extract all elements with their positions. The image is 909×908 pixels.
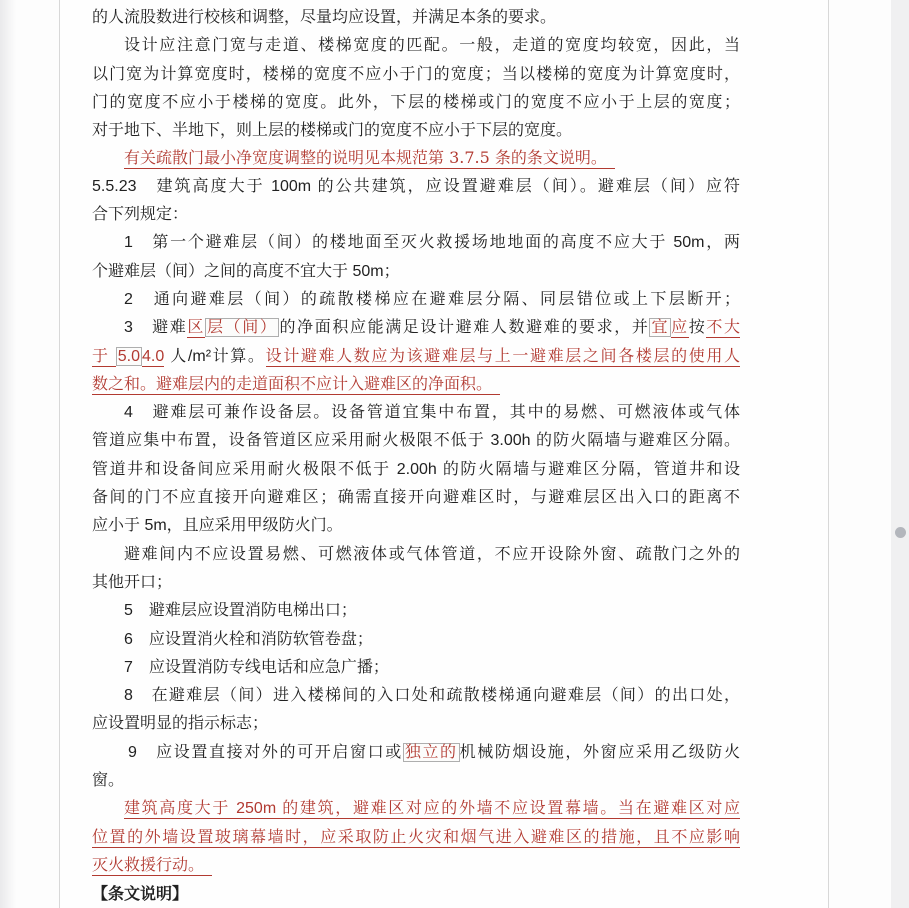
text-run: 7 应设置消防专线电话和应急广播； bbox=[124, 658, 389, 676]
text-run: 其他开口； bbox=[92, 573, 173, 591]
text-run: 的人流股数进行校核和调整，尽量均应设置，并满足本条的要求。 bbox=[92, 7, 557, 26]
commentary-header bbox=[92, 880, 740, 908]
text-run: 管道应集中布置，设备管道区应采用耐火极限不低于 3.00h 的防火隔墙与避难区分隔。 bbox=[92, 432, 740, 450]
text-run: 5.5.23 建筑高度大于 100m 的公共建筑，应设置避难层（间）。避难层（间）应符 bbox=[92, 177, 740, 195]
text-run: 2 通向避难层（间）的疏散楼梯应在避难层分隔、同层错位或上下层断开； bbox=[124, 290, 740, 308]
text-run: 避难间内不应设置易燃、可燃液体或气体管道，不应开设除外窗、疏散门之外的 bbox=[124, 545, 740, 563]
inserted-text: 位置的外墙设置玻璃幕墙时，应采取防止火灾和烟气进入避难区的措施，且不应影响 bbox=[92, 828, 740, 846]
text-run: 5 避难层应设置消防电梯出口； bbox=[124, 602, 357, 620]
text-run: 机械防烟设施，外窗应采用乙级防火 bbox=[459, 743, 740, 761]
inserted-text: 不大 bbox=[706, 319, 740, 337]
text-run: 窗。 bbox=[92, 772, 125, 790]
item-9-line2 bbox=[92, 767, 740, 795]
item-4-line5 bbox=[92, 512, 740, 540]
inserted-text: 建筑高度大于 250m 的建筑，避难区对应的外墙不应设置幕墙。当在避难区对应 bbox=[124, 800, 740, 818]
document-content bbox=[92, 0, 740, 908]
inserted-text: 于 bbox=[92, 347, 116, 365]
text-run: 6 应设置消火栓和消防软管卷盘； bbox=[124, 630, 373, 648]
deleted-text: 层（间） bbox=[207, 319, 278, 337]
explain-para2-line4 bbox=[92, 116, 740, 144]
explain-para2-line1 bbox=[92, 31, 740, 59]
item-5 bbox=[92, 597, 740, 625]
text-run: 8 在避难层（间）进入楼梯间的入口处和疏散楼梯通向避难层（间）的出口处， bbox=[124, 687, 740, 705]
text-run: 的净面积应能满足设计避难人数避难的要求，并 bbox=[279, 319, 650, 337]
text-run: 合下列规定： bbox=[92, 206, 189, 224]
deleted-text: 5.0 bbox=[117, 347, 140, 365]
item-4-line4 bbox=[92, 484, 740, 512]
text-run: 门的宽度不应小于楼梯的宽度。此外，下层的楼梯或门的宽度不应小于上层的宽度； bbox=[92, 91, 740, 111]
text-run: 应小于 5m，且应采用甲级防火门。 bbox=[92, 517, 343, 535]
item-4-line3 bbox=[92, 456, 740, 484]
item-4-line1 bbox=[92, 399, 740, 427]
deleted-text: 独立的 bbox=[404, 743, 458, 761]
text-run: 备间的门不应直接开向避难区；确需直接开向避难区时，与避难层区出入口的距离不 bbox=[92, 489, 740, 507]
scrollbar-track[interactable] bbox=[891, 0, 909, 908]
clause-5-5-23-line2 bbox=[92, 201, 740, 229]
item-2-line1 bbox=[92, 286, 740, 314]
explain-para1-line1 bbox=[92, 3, 740, 31]
text-run: 以门宽为计算宽度时，楼梯的宽度不应小于门的宽度；当以楼梯的宽度为计算宽度时， bbox=[92, 63, 740, 83]
inserted-text bbox=[196, 857, 212, 876]
explain-para2-line2 bbox=[92, 60, 740, 88]
added-para-line1 bbox=[92, 795, 740, 823]
item-6 bbox=[92, 626, 740, 654]
inserted-text bbox=[484, 376, 500, 395]
item-4-line2 bbox=[92, 427, 740, 455]
text-run: 1 第一个避难层（间）的楼地面至灭火救援场地地面的高度不应大于 50m，两 bbox=[124, 234, 740, 252]
scroll-indicator-dot[interactable] bbox=[895, 527, 906, 538]
item-3-line1 bbox=[92, 314, 740, 342]
inserted-text: 应 bbox=[671, 319, 689, 337]
added-para-line2 bbox=[92, 824, 740, 852]
inserted-text: 灭火救援行动。 bbox=[92, 856, 197, 874]
text-run: 个避难层（间）之间的高度不宜大于 50m； bbox=[92, 262, 400, 280]
inserted-text: 设计避难人数应为该避难层与上一避难层之间各楼层的使用人 bbox=[265, 347, 740, 365]
text-run: 9 应设置直接对外的可开启窗口或 bbox=[128, 743, 403, 761]
text-run: 【条文说明】 bbox=[92, 884, 189, 904]
item-4-para2-line1 bbox=[92, 541, 740, 569]
text-run: 3 避难 bbox=[124, 319, 188, 337]
item-7 bbox=[92, 654, 740, 682]
inserted-text: 区 bbox=[187, 319, 205, 337]
text-run: 4 避难层可兼作设备层。设备管道宜集中布置，其中的易燃、可燃液体或气体 bbox=[124, 404, 740, 422]
item-8-line1 bbox=[92, 682, 740, 710]
item-9-line1 bbox=[92, 739, 740, 767]
explain-note-red bbox=[92, 144, 740, 172]
left-edge-shadow bbox=[0, 0, 16, 908]
added-para-line3 bbox=[92, 852, 740, 880]
deleted-text: 宜 bbox=[651, 319, 670, 337]
item-3-line3 bbox=[92, 371, 740, 399]
inserted-text: 4.0 bbox=[141, 347, 165, 365]
item-1-line1 bbox=[92, 229, 740, 257]
item-8-line2 bbox=[92, 710, 740, 738]
text-run: 管道井和设备间应采用耐火极限不低于 2.00h 的防火隔墙与避难区分隔，管道井和设 bbox=[92, 460, 740, 478]
item-3-line2 bbox=[92, 343, 740, 371]
item-1-line2 bbox=[92, 258, 740, 286]
text-run: 设计应注意门宽与走道、楼梯宽度的匹配。一般，走道的宽度均较宽，因此，当 bbox=[124, 35, 740, 55]
clause-5-5-23-line1 bbox=[92, 173, 740, 201]
text-run: 应设置明显的指示标志； bbox=[92, 715, 269, 733]
explain-para2-line3 bbox=[92, 88, 740, 116]
inserted-text: 有关疏散门最小净宽度调整的说明见本规范第 3.7.5 条的条文说明。 bbox=[124, 148, 599, 168]
inserted-text: 数之和。避难层内的走道面积不应计入避难区的净面积。 bbox=[92, 375, 485, 393]
text-run: 按 bbox=[688, 319, 707, 337]
item-4-para2-line2 bbox=[92, 569, 740, 597]
text-run: 人/m²计算。 bbox=[164, 347, 266, 365]
document-page bbox=[59, 0, 829, 908]
text-run: 对于地下、半地下，则上层的楼梯或门的宽度不应小于下层的宽度。 bbox=[92, 120, 573, 140]
inserted-text bbox=[599, 148, 615, 169]
